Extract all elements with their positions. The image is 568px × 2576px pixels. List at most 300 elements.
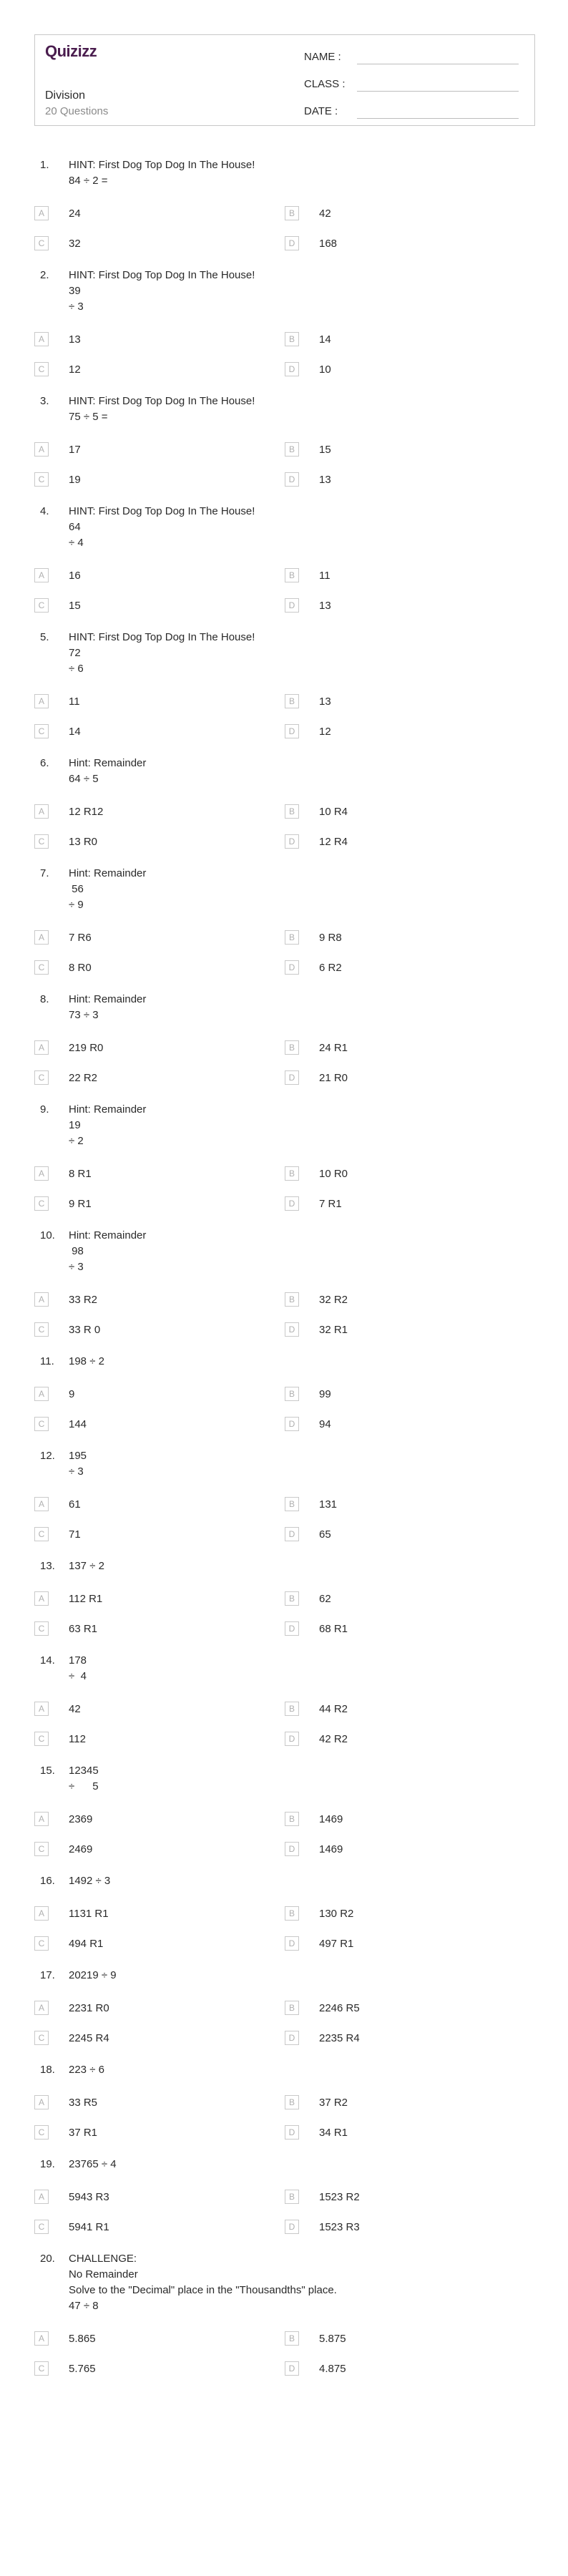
answer-option[interactable] — [34, 1590, 285, 1607]
option-letter-box: C — [34, 1417, 49, 1431]
question-text — [69, 1102, 146, 1149]
option-text: 12 R12 — [69, 805, 104, 818]
question-item — [0, 394, 568, 488]
option-text: 5.865 — [69, 2332, 96, 2345]
option-text: 9 R8 — [319, 931, 342, 944]
option-letter-box: C — [34, 1621, 49, 1636]
question-text — [69, 2251, 337, 2314]
question-text-line: ÷ 9 — [69, 899, 84, 911]
question-item — [0, 1448, 568, 1543]
question-item — [0, 2062, 568, 2141]
question-header — [0, 1763, 568, 1795]
option-letter-box: B — [285, 694, 299, 708]
question-text — [69, 1354, 104, 1370]
option-letter-box: A — [34, 804, 49, 819]
question-number: 2. — [40, 269, 49, 281]
answer-option[interactable] — [34, 1620, 285, 1637]
answer-options — [0, 2094, 568, 2141]
option-text: 94 — [319, 1418, 331, 1430]
question-text-line: ÷ 5 — [69, 1780, 99, 1792]
question-text-line: ÷ 4 — [69, 537, 84, 549]
option-text: 1523 R2 — [319, 2190, 360, 2203]
option-text: 37 R2 — [319, 2096, 348, 2109]
question-item — [0, 1763, 568, 1858]
question-text-line: 198 ÷ 2 — [69, 1355, 104, 1367]
question-text-line: 12345 — [69, 1765, 99, 1777]
option-text: 15 — [319, 443, 331, 456]
option-letter-box: D — [285, 2031, 299, 2045]
answer-options — [0, 803, 568, 850]
answer-option[interactable] — [34, 1840, 285, 1858]
question-item — [0, 1558, 568, 1637]
option-text: 6 R2 — [319, 961, 342, 974]
option-text: 112 R1 — [69, 1592, 103, 1605]
answer-option[interactable] — [285, 441, 535, 458]
option-letter-box: A — [34, 694, 49, 708]
option-text: 33 R5 — [69, 2096, 98, 2109]
question-header — [0, 630, 568, 677]
answer-option[interactable] — [285, 1039, 535, 1056]
option-letter-box: D — [285, 1936, 299, 1951]
answer-option[interactable] — [285, 2360, 535, 2377]
answer-option[interactable] — [285, 2029, 535, 2046]
question-number: 13. — [40, 1560, 55, 1572]
option-text: 12 — [319, 725, 331, 738]
question-header — [0, 2062, 568, 2078]
answer-option[interactable] — [34, 1935, 285, 1952]
question-number: 3. — [40, 395, 49, 407]
question-text-line: 20219 ÷ 9 — [69, 1969, 117, 1981]
option-text: 144 — [69, 1418, 87, 1430]
option-text: 24 — [69, 207, 81, 220]
option-letter-box: D — [285, 236, 299, 250]
answer-option[interactable] — [285, 2094, 535, 2111]
question-header — [0, 2251, 568, 2314]
option-text: 14 — [69, 725, 81, 738]
answer-options — [0, 1165, 568, 1212]
question-item — [0, 992, 568, 1086]
option-letter-box: D — [285, 1196, 299, 1211]
option-text: 8 R0 — [69, 961, 92, 974]
question-text-line: 178 — [69, 1654, 87, 1667]
option-text: 68 R1 — [319, 1622, 348, 1635]
option-letter-box: D — [285, 1417, 299, 1431]
answer-option[interactable] — [285, 1905, 535, 1922]
option-letter-box: A — [34, 1812, 49, 1826]
option-letter-box: B — [285, 1906, 299, 1921]
question-header — [0, 268, 568, 315]
question-text — [69, 504, 255, 551]
answer-option[interactable] — [34, 723, 285, 740]
option-letter-box: C — [34, 472, 49, 487]
answer-option[interactable] — [285, 929, 535, 946]
option-letter-box: D — [285, 2361, 299, 2376]
answer-option[interactable] — [34, 205, 285, 222]
option-text: 32 — [69, 237, 81, 250]
question-number: 12. — [40, 1450, 55, 1462]
answer-options — [0, 1810, 568, 1858]
option-text: 13 — [319, 695, 331, 708]
question-number: 10. — [40, 1229, 55, 1241]
question-item — [0, 2251, 568, 2377]
option-letter-box: C — [34, 834, 49, 849]
question-number: 14. — [40, 1654, 55, 1667]
option-text: 497 R1 — [319, 1937, 354, 1950]
option-text: 65 — [319, 1528, 331, 1541]
option-text: 2235 R4 — [319, 2031, 360, 2044]
answer-options — [0, 929, 568, 976]
answer-option[interactable] — [285, 1291, 535, 1308]
question-text-line: ÷ 2 — [69, 1135, 84, 1147]
question-text-line: 137 ÷ 2 — [69, 1560, 104, 1572]
answer-option[interactable] — [34, 361, 285, 378]
option-letter-box: B — [285, 1387, 299, 1401]
option-letter-box: A — [34, 1387, 49, 1401]
question-text — [69, 394, 255, 425]
answer-option[interactable] — [285, 723, 535, 740]
option-text: 8 R1 — [69, 1167, 92, 1180]
answer-option[interactable] — [34, 1999, 285, 2016]
question-count: 20 Questions — [45, 105, 109, 117]
option-text: 2245 R4 — [69, 2031, 109, 2044]
question-number: 5. — [40, 631, 49, 643]
option-letter-box: A — [34, 1497, 49, 1511]
option-text: 13 — [319, 599, 331, 612]
answer-option[interactable] — [34, 1496, 285, 1513]
answer-option[interactable] — [34, 833, 285, 850]
answer-options — [0, 1999, 568, 2046]
answer-option[interactable] — [34, 1039, 285, 1056]
answer-option[interactable] — [285, 1195, 535, 1212]
option-text: 219 R0 — [69, 1041, 104, 1054]
answer-option[interactable] — [285, 1321, 535, 1338]
question-item — [0, 268, 568, 378]
answer-option[interactable] — [34, 929, 285, 946]
answer-option[interactable] — [34, 471, 285, 488]
answer-option[interactable] — [285, 1165, 535, 1182]
option-letter-box: C — [34, 1527, 49, 1541]
question-number: 7. — [40, 867, 49, 879]
option-letter-box: B — [285, 930, 299, 945]
answer-option[interactable] — [34, 2330, 285, 2347]
question-text-line: 98 — [69, 1245, 84, 1257]
option-letter-box: B — [285, 2095, 299, 2109]
question-number: 18. — [40, 2064, 55, 2076]
question-text — [69, 1763, 99, 1795]
question-text-line: 39 — [69, 285, 81, 297]
answer-option[interactable] — [34, 693, 285, 710]
class-field — [304, 71, 519, 98]
option-letter-box: A — [34, 1292, 49, 1307]
question-number: 1. — [40, 159, 49, 171]
question-text — [69, 2062, 104, 2078]
question-header — [0, 1102, 568, 1149]
question-text-line: HINT: First Dog Top Dog In The House! — [69, 269, 255, 281]
answer-option[interactable] — [34, 1195, 285, 1212]
answer-option[interactable] — [34, 2188, 285, 2205]
option-letter-box: C — [34, 1322, 49, 1337]
option-text: 2369 — [69, 1813, 93, 1825]
question-text-line: 64 ÷ 5 — [69, 773, 99, 785]
question-text — [69, 268, 255, 315]
option-text: 131 — [319, 1498, 338, 1511]
answer-option[interactable] — [34, 959, 285, 976]
answer-option[interactable] — [285, 1999, 535, 2016]
answer-option[interactable] — [34, 2218, 285, 2235]
answer-option[interactable] — [285, 2330, 535, 2347]
question-text-line: HINT: First Dog Top Dog In The House! — [69, 159, 255, 171]
question-text-line: 223 ÷ 6 — [69, 2064, 104, 2076]
option-text: 11 — [69, 695, 80, 708]
answer-option[interactable] — [285, 205, 535, 222]
answer-option[interactable] — [34, 235, 285, 252]
option-text: 5941 R1 — [69, 2220, 109, 2233]
question-header — [0, 1873, 568, 1889]
option-letter-box: C — [34, 362, 49, 376]
option-letter-box: C — [34, 2031, 49, 2045]
question-text-line: 73 ÷ 3 — [69, 1009, 99, 1021]
question-number: 16. — [40, 1875, 55, 1887]
question-number: 19. — [40, 2158, 55, 2170]
answer-option[interactable] — [285, 693, 535, 710]
option-text: 7 R6 — [69, 931, 92, 944]
answer-option[interactable] — [34, 2124, 285, 2141]
question-text-line: Hint: Remainder — [69, 993, 147, 1005]
question-item — [0, 1228, 568, 1338]
option-text: 42 — [69, 1702, 81, 1715]
question-text — [69, 866, 146, 913]
question-text — [69, 630, 255, 677]
option-text: 130 R2 — [319, 1907, 354, 1920]
answer-option[interactable] — [285, 833, 535, 850]
option-text: 16 — [69, 569, 81, 582]
question-text-line: Hint: Remainder — [69, 1103, 147, 1116]
question-number: 6. — [40, 757, 49, 769]
question-text-line: HINT: First Dog Top Dog In The House! — [69, 505, 255, 517]
option-letter-box: C — [34, 1842, 49, 1856]
answer-option[interactable] — [34, 1700, 285, 1717]
question-text-line: 84 ÷ 2 = — [69, 175, 108, 187]
brand-logo: Quizizz — [45, 42, 97, 60]
question-text-line: No Remainder — [69, 2268, 138, 2280]
answer-option[interactable] — [34, 1730, 285, 1747]
option-text: 1469 — [319, 1813, 343, 1825]
answer-option[interactable] — [285, 471, 535, 488]
question-text — [69, 1873, 110, 1889]
answer-option[interactable] — [285, 1415, 535, 1433]
question-text-line: 19 — [69, 1119, 81, 1131]
answer-option[interactable] — [285, 2188, 535, 2205]
answer-option[interactable] — [285, 361, 535, 378]
option-text: 11 — [319, 569, 330, 582]
name-label: NAME : — [304, 51, 341, 63]
option-text: 42 — [319, 207, 331, 220]
student-info-fields — [304, 44, 519, 125]
answer-option[interactable] — [34, 1165, 285, 1182]
option-text: 10 R0 — [319, 1167, 348, 1180]
class-label: CLASS : — [304, 78, 346, 90]
question-list — [0, 157, 568, 2393]
option-text: 32 R1 — [319, 1323, 348, 1336]
answer-option[interactable] — [34, 1321, 285, 1338]
option-letter-box: D — [285, 362, 299, 376]
option-text: 21 R0 — [319, 1071, 348, 1084]
answer-option[interactable] — [34, 2360, 285, 2377]
option-letter-box: A — [34, 1702, 49, 1716]
option-letter-box: B — [285, 206, 299, 220]
question-text-line: Hint: Remainder — [69, 757, 147, 769]
answer-option[interactable] — [285, 1590, 535, 1607]
option-text: 112 — [69, 1732, 86, 1745]
option-text: 168 — [319, 237, 338, 250]
answer-option[interactable] — [34, 1810, 285, 1828]
question-number: 15. — [40, 1765, 55, 1777]
class-line — [357, 91, 519, 92]
name-field — [304, 44, 519, 71]
option-letter-box: B — [285, 1702, 299, 1716]
option-letter-box: A — [34, 568, 49, 582]
question-item — [0, 630, 568, 740]
answer-option[interactable] — [34, 803, 285, 820]
question-text-line: ÷ 3 — [69, 1261, 84, 1273]
answer-option[interactable] — [285, 567, 535, 584]
answer-option[interactable] — [285, 959, 535, 976]
question-header — [0, 756, 568, 787]
date-line — [357, 118, 519, 119]
answer-option[interactable] — [285, 331, 535, 348]
option-text: 99 — [319, 1387, 331, 1400]
question-item — [0, 1102, 568, 1212]
option-letter-box: B — [285, 332, 299, 346]
option-letter-box: A — [34, 1040, 49, 1055]
question-header — [0, 1968, 568, 1984]
question-text-line: 23765 ÷ 4 — [69, 2158, 117, 2170]
quiz-title: Division — [45, 89, 86, 102]
answer-option[interactable] — [34, 1291, 285, 1308]
answer-option[interactable] — [34, 1415, 285, 1433]
answer-option[interactable] — [285, 1840, 535, 1858]
option-letter-box: A — [34, 1906, 49, 1921]
question-number: 4. — [40, 505, 49, 517]
answer-option[interactable] — [34, 1385, 285, 1402]
option-letter-box: D — [285, 1070, 299, 1085]
answer-options — [0, 1905, 568, 1952]
option-letter-box: A — [34, 2190, 49, 2204]
answer-option[interactable] — [285, 597, 535, 614]
question-text — [69, 1653, 87, 1684]
answer-option[interactable] — [285, 1620, 535, 1637]
option-text: 44 R2 — [319, 1702, 348, 1715]
option-letter-box: B — [285, 2190, 299, 2204]
answer-option[interactable] — [34, 441, 285, 458]
answer-option[interactable] — [285, 1069, 535, 1086]
answer-option[interactable] — [34, 567, 285, 584]
question-text — [69, 756, 146, 787]
option-letter-box: C — [34, 1732, 49, 1746]
option-letter-box: B — [285, 1040, 299, 1055]
option-text: 33 R 0 — [69, 1323, 101, 1336]
answer-option[interactable] — [285, 235, 535, 252]
answer-option[interactable] — [285, 1385, 535, 1402]
answer-options — [0, 1590, 568, 1637]
question-text-line: HINT: First Dog Top Dog In The House! — [69, 631, 255, 643]
option-letter-box: D — [285, 472, 299, 487]
question-header — [0, 1354, 568, 1370]
option-text: 34 R1 — [319, 2126, 348, 2139]
option-text: 19 — [69, 473, 81, 486]
answer-options — [0, 2330, 568, 2377]
answer-options — [0, 331, 568, 378]
question-header — [0, 1653, 568, 1684]
option-text: 37 R1 — [69, 2126, 98, 2139]
option-letter-box: B — [285, 2001, 299, 2015]
option-text: 15 — [69, 599, 81, 612]
option-letter-box: D — [285, 724, 299, 738]
answer-option[interactable] — [285, 1810, 535, 1828]
question-text — [69, 2157, 117, 2172]
question-item — [0, 157, 568, 252]
answer-option[interactable] — [34, 2029, 285, 2046]
option-letter-box: C — [34, 2361, 49, 2376]
option-text: 2246 R5 — [319, 2001, 360, 2014]
answer-option[interactable] — [34, 1069, 285, 1086]
answer-options — [0, 2188, 568, 2235]
option-letter-box: B — [285, 1497, 299, 1511]
option-text: 9 R1 — [69, 1197, 92, 1210]
answer-option[interactable] — [34, 1526, 285, 1543]
option-letter-box: D — [285, 1842, 299, 1856]
question-text-line: 75 ÷ 5 = — [69, 411, 108, 423]
question-number: 8. — [40, 993, 49, 1005]
question-text-line: 195 — [69, 1450, 87, 1462]
answer-option[interactable] — [285, 2124, 535, 2141]
answer-option[interactable] — [285, 2218, 535, 2235]
answer-option[interactable] — [285, 1700, 535, 1717]
option-letter-box: A — [34, 2331, 49, 2346]
option-letter-box: A — [34, 332, 49, 346]
answer-option[interactable] — [34, 2094, 285, 2111]
answer-option[interactable] — [285, 1526, 535, 1543]
option-letter-box: D — [285, 834, 299, 849]
answer-option[interactable] — [285, 1496, 535, 1513]
question-header — [0, 157, 568, 189]
answer-option[interactable] — [285, 1730, 535, 1747]
question-text-line: ÷ 3 — [69, 1465, 84, 1478]
question-item — [0, 504, 568, 614]
option-letter-box: B — [285, 1166, 299, 1181]
question-header — [0, 2157, 568, 2172]
option-letter-box: C — [34, 1936, 49, 1951]
option-text: 42 R2 — [319, 1732, 348, 1745]
answer-options — [0, 693, 568, 740]
question-text — [69, 1558, 104, 1574]
option-letter-box: A — [34, 1166, 49, 1181]
option-letter-box: B — [285, 1292, 299, 1307]
answer-option[interactable] — [34, 1905, 285, 1922]
option-text: 14 — [319, 333, 331, 346]
question-header — [0, 866, 568, 913]
answer-option[interactable] — [285, 803, 535, 820]
answer-option[interactable] — [34, 331, 285, 348]
question-text-line: CHALLENGE: — [69, 2253, 137, 2265]
option-text: 7 R1 — [319, 1197, 342, 1210]
question-text-line: ÷ 4 — [69, 1670, 87, 1682]
question-text — [69, 157, 255, 189]
question-text-line: 1492 ÷ 3 — [69, 1875, 111, 1887]
answer-option[interactable] — [285, 1935, 535, 1952]
answer-option[interactable] — [34, 597, 285, 614]
option-text: 2469 — [69, 1843, 93, 1855]
